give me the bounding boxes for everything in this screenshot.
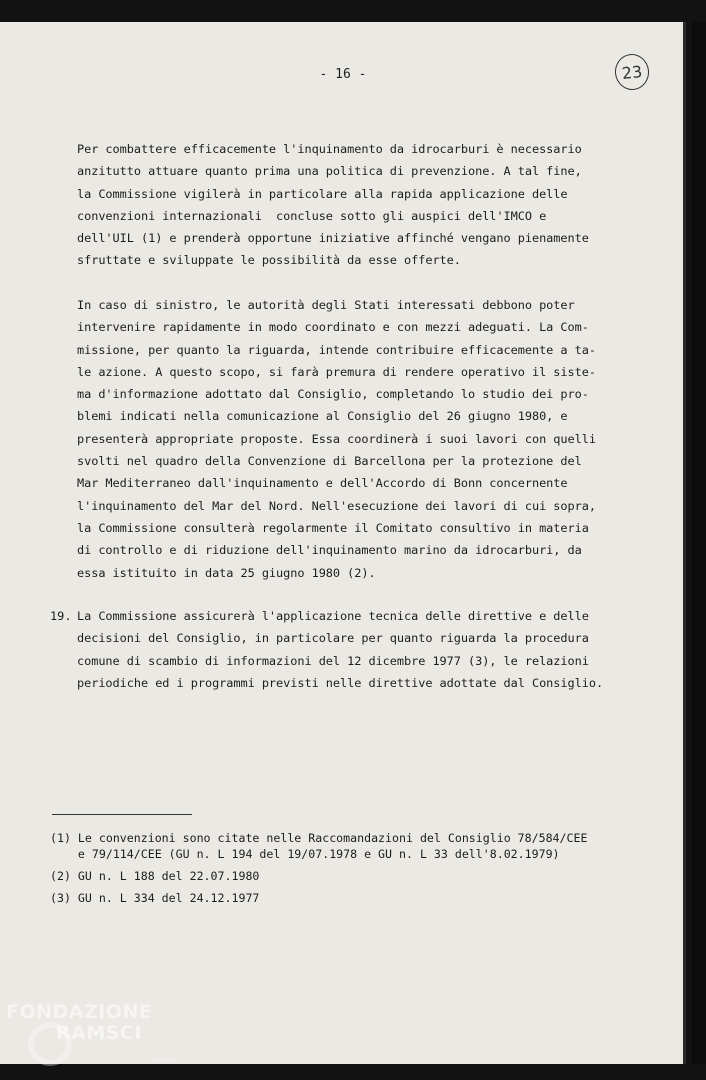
text-line: essa istituito in data 25 giugno 1980 (2).: [77, 565, 376, 580]
paragraph-item-19: [77, 605, 637, 694]
text-line: la Commissione vigilerà in particolare alla rapida applicazione delle: [77, 186, 568, 201]
text-line: anzitutto attuare quanto prima una politica di prevenzione. A tal fine,: [77, 164, 582, 179]
text-line: dell'UIL (1) e prenderà opportune iniziative affinché vengano pienamente: [77, 231, 589, 246]
item-number: 19.: [50, 609, 72, 623]
text-line: In caso di sinistro, le autorità degli Stati interessati debbono poter: [77, 298, 575, 312]
document-page: [0, 22, 686, 1064]
footnote-2: (2) GU n. L 188 del 22.07.1980: [50, 869, 260, 883]
text-line: Mar Mediterraneo dall'inquinamento e dell'Accordo di Bonn concernente: [77, 476, 568, 491]
text-line: di controllo e di riduzione dell'inquinamento marino da idrocarburi, da: [77, 543, 582, 558]
footnote-divider: [52, 814, 192, 815]
text-line: la Commissione consulterà regolarmente il Comitato consultivo in materia: [77, 520, 589, 535]
paragraph-prevention: [77, 138, 637, 272]
text-line: periodiche ed i programmi previsti nelle direttive adottate dal Consiglio.: [77, 675, 604, 690]
footnote-1: (1) Le convenzioni sono citate nelle Raccomandazioni del Consiglio 78/584/CEE e 79/114/CEE (GU n. L 194 del 19/07.1978 e GU n. L 33 dell'8.02.1979): [50, 831, 588, 861]
paragraph-intervention: [77, 294, 637, 584]
watermark-line-1: FONDAZIONE: [6, 1001, 153, 1023]
text-line: le azione. A questo scopo, si farà premura di rendere operativo il siste-: [77, 364, 596, 379]
text-line: missione, per quanto la riguarda, intende contribuire efficacemente a ta-: [77, 342, 596, 357]
fondazione-gramsci-watermark: [6, 1001, 176, 1064]
page-edge-shadow: [692, 22, 706, 1064]
text-line: Per combattere efficacemente l'inquinamento da idrocarburi è necessario: [77, 142, 582, 156]
text-line: sfruttate e sviluppate le possibilità da esse offerte.: [77, 253, 461, 268]
page-number: - 16 -: [319, 67, 367, 82]
text-line: convenzioni internazionali concluse sotto gli auspici dell'IMCO e: [77, 208, 547, 223]
footnote-3: (3) GU n. L 334 del 24.12.1977: [50, 891, 260, 905]
text-line: decisioni del Consiglio, in particolare per quanto riguarda la procedura: [77, 631, 589, 646]
text-line: l'inquinamento del Mar del Nord. Nell'esecuzione dei lavori di cui sopra,: [77, 498, 596, 513]
text-line: intervenire rapidamente in modo coordinato e con mezzi adeguati. La Com-: [77, 320, 589, 335]
text-line: La Commissione assicurerà l'applicazione tecnica delle direttive e delle: [77, 609, 589, 623]
archive-stamp: 23: [613, 52, 651, 91]
watermark-line-2: RAMSCI: [56, 1022, 142, 1044]
g-logo-icon: [28, 1022, 72, 1066]
text-line: ma d'informazione adottato dal Consiglio, completando lo studio dei pro-: [77, 387, 589, 402]
text-line: svolti nel quadro della Convenzione di Barcellona per la protezione del: [77, 454, 582, 469]
text-line: comune di scambio di informazioni del 12 dicembre 1977 (3), le relazioni: [77, 653, 589, 668]
watermark-suffix: onlus: [152, 1055, 176, 1064]
text-line: presenterà appropriate proposte. Essa coordinerà i suoi lavori con quelli: [77, 431, 596, 446]
text-line: blemi indicati nella comunicazione al Consiglio del 26 giugno 1980, e: [77, 409, 568, 424]
